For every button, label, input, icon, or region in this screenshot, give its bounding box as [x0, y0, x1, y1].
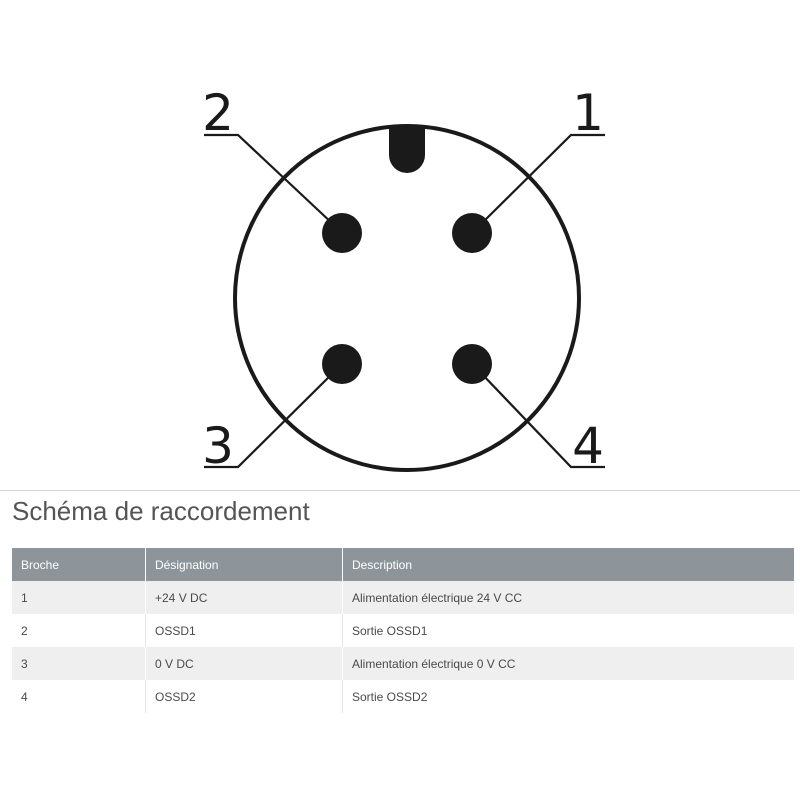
section-title: Schéma de raccordement [12, 496, 310, 526]
pin-2 [202, 84, 362, 253]
cell-broche: 1 [12, 581, 146, 614]
table-row [12, 647, 794, 680]
cell-description: Sortie OSSD2 [343, 680, 795, 713]
pin-2-leader-line [204, 135, 334, 225]
pin-assignment-table [12, 548, 794, 713]
cell-designation: OSSD2 [146, 680, 343, 713]
column-header-description: Description [343, 548, 795, 581]
cell-broche: 2 [12, 614, 146, 647]
column-header-broche: Broche [12, 548, 146, 581]
cell-broche: 3 [12, 647, 146, 680]
pin-3-label: 3 [202, 417, 234, 475]
cell-designation: OSSD1 [146, 614, 343, 647]
cell-description: Alimentation électrique 24 V CC [343, 581, 795, 614]
column-header-designation: Désignation [146, 548, 343, 581]
cell-designation: +24 V DC [146, 581, 343, 614]
coding-key [389, 126, 425, 173]
section-divider [0, 490, 800, 491]
pin-4-label: 4 [572, 417, 604, 475]
table-row [12, 581, 794, 614]
pin-1 [452, 84, 605, 253]
cell-designation: 0 V DC [146, 647, 343, 680]
table-header-row [12, 548, 794, 581]
cell-description: Alimentation électrique 0 V CC [343, 647, 795, 680]
pin-1-label: 1 [572, 84, 604, 142]
cell-broche: 4 [12, 680, 146, 713]
pin-1-leader-line [480, 135, 605, 225]
table-row [12, 680, 794, 713]
cell-description: Sortie OSSD1 [343, 614, 795, 647]
table-row [12, 614, 794, 647]
pin-2-label: 2 [202, 84, 234, 142]
